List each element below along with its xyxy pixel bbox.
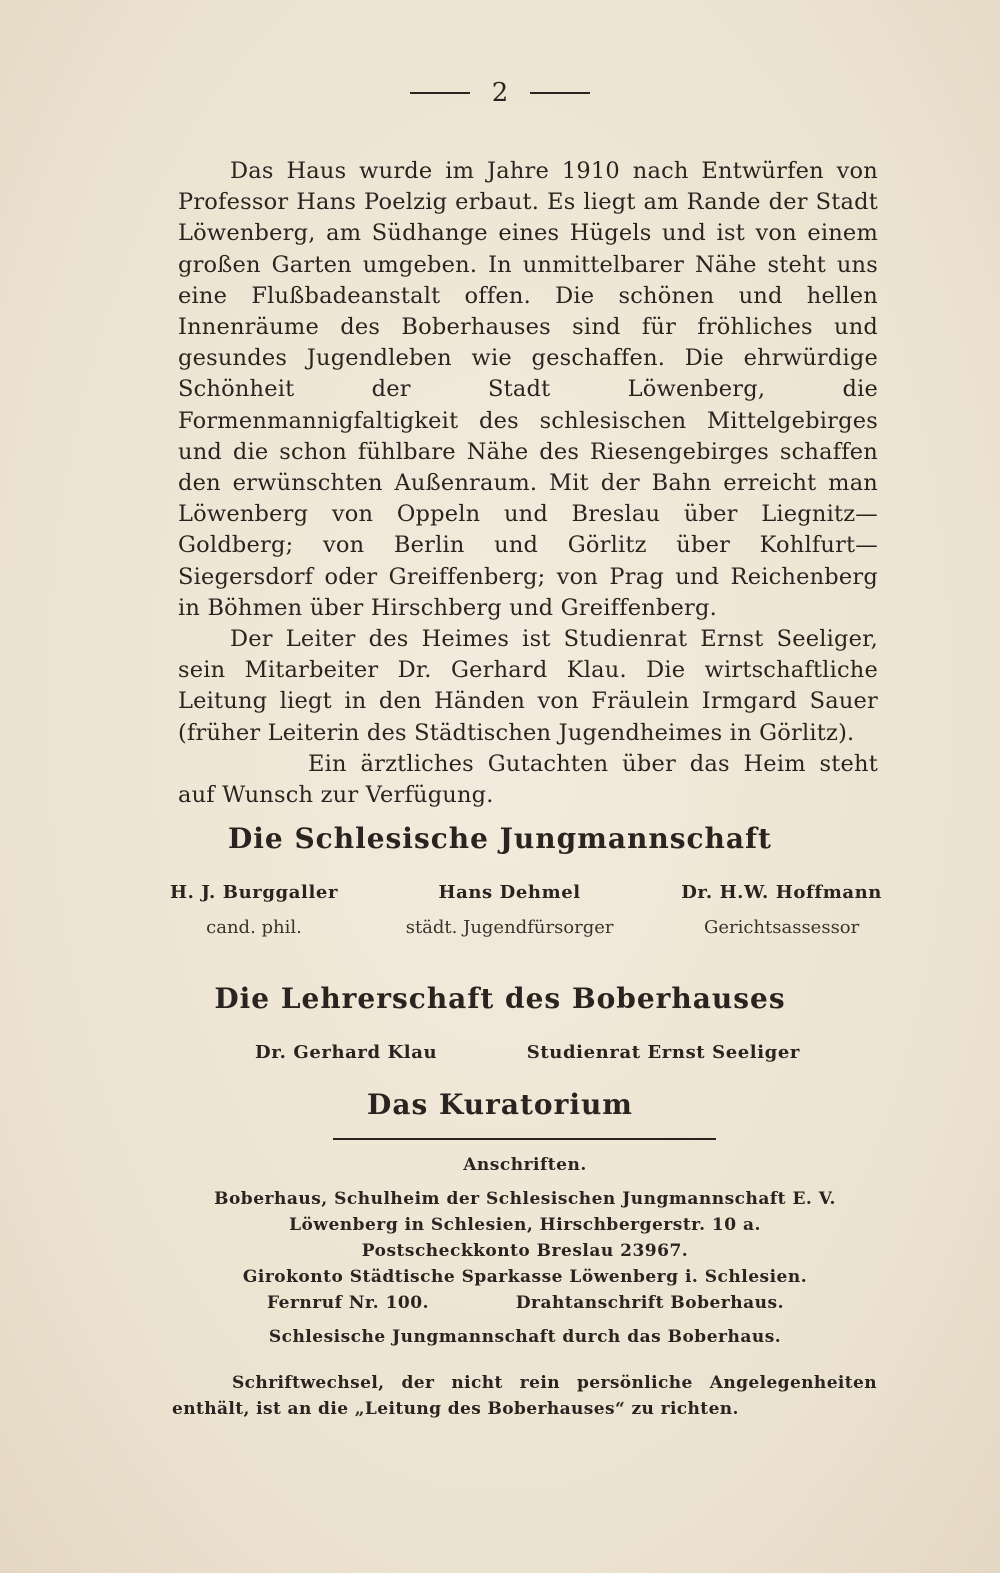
member-burggaller xyxy=(170,882,338,938)
page-number-rule-right xyxy=(530,92,590,94)
page-number xyxy=(0,78,1000,108)
member-title: städt. Jugendfürsorger xyxy=(405,917,614,938)
correspondence-text: Schriftwechsel, der nicht rein persönliche Angelegenheiten enthält, ist an die „Leitung des Boberhauses“ zu richten. xyxy=(172,1373,877,1419)
addresses-heading: Anschriften. xyxy=(463,1155,587,1175)
paragraph-leadership: Der Leiter des Heimes ist Studienrat Ernst Seeliger, sein Mitarbeiter Dr. Gerhard Klau. Die wirtschaftliche Leitung liegt in den Händen von Fräulein Irmgard Sauer (früher Leiterin des Städtischen Jugendheimes in Görlitz). xyxy=(178,626,878,746)
member-name: H. J. Burggaller xyxy=(170,882,339,903)
address-line-org: Boberhaus, Schulheim der Schlesischen Jungmannschaft E. V. xyxy=(214,1189,836,1209)
lehrerschaft-heading: Die Lehrerschaft des Boberhauses xyxy=(214,982,786,1015)
paragraph-medical: Ein ärztliches Gutachten über das Heim steht auf Wunsch zur Verfügung. xyxy=(178,750,878,809)
address-line-street: Löwenberg in Schlesien, Hirschbergerstr. 10 a. xyxy=(289,1215,761,1235)
teacher-name: Dr. Gerhard Klau xyxy=(255,1042,438,1063)
address-line-girokonto: Girokonto Städtische Sparkasse Löwenberg i. Schlesien. xyxy=(242,1267,808,1287)
address-line-contact xyxy=(170,1290,880,1316)
member-name: Hans Dehmel xyxy=(438,882,581,903)
body-text xyxy=(178,156,878,811)
address-line-postscheck: Postscheckkonto Breslau 23967. xyxy=(361,1241,689,1261)
member-title: cand. phil. xyxy=(206,917,302,938)
teacher-klau xyxy=(255,1042,437,1063)
jungmannschaft-members xyxy=(170,882,882,938)
member-dehmel xyxy=(406,882,614,938)
member-title: Gerichtsassessor xyxy=(703,917,860,938)
address-line-via: Schlesische Jungmannschaft durch das Boberhaus. xyxy=(268,1327,782,1347)
paragraph-house: Das Haus wurde im Jahre 1910 nach Entwürfen von Professor Hans Poelzig erbaut. Es liegt am Rande der Stadt Löwenberg, am Südhange eines Hügels und ist von einem großen Garten umgeben. In unmittelbarer Nähe steht uns eine Flußbadeanstalt offen. Die schönen und hellen Innenräume des Boberhauses sind für fröhliches und gesundes Jugendleben wie geschaffen. Die ehrwürdige Schönheit der Stadt Löwenberg, die Formenmannigfaltigkeit des schlesischen Mittelgebirges und die schon fühlbare Nähe des Riesengebirges schaffen den erwünschten Außenraum. Mit der Bahn erreicht man Löwenberg von Oppeln und Breslau über Liegnitz—Goldberg; von Berlin und Görlitz über Kohlfurt—Siegersdorf oder Greiffenberg; von Prag und Reichenberg in Böhmen über Hirschberg und Greiffenberg. xyxy=(178,158,878,621)
kuratorium-heading: Das Kuratorium xyxy=(367,1088,633,1121)
page-number-text: 2 xyxy=(491,78,509,108)
lehrerschaft-members xyxy=(255,1042,800,1063)
addresses-block xyxy=(170,1152,880,1350)
teacher-seeliger xyxy=(527,1042,800,1063)
page-number-rule-left xyxy=(410,92,470,94)
teacher-name: Studienrat Ernst Seeliger xyxy=(526,1042,800,1063)
correspondence-note xyxy=(172,1370,877,1422)
jungmannschaft-heading: Die Schlesische Jungmannschaft xyxy=(227,822,772,855)
section-divider xyxy=(333,1138,716,1140)
phone-number: Fernruf Nr. 100. xyxy=(267,1293,429,1313)
member-name: Dr. H.W. Hoffmann xyxy=(681,882,882,903)
telegram-address: Drahtanschrift Boberhaus. xyxy=(515,1293,784,1313)
member-hoffmann xyxy=(681,882,882,938)
